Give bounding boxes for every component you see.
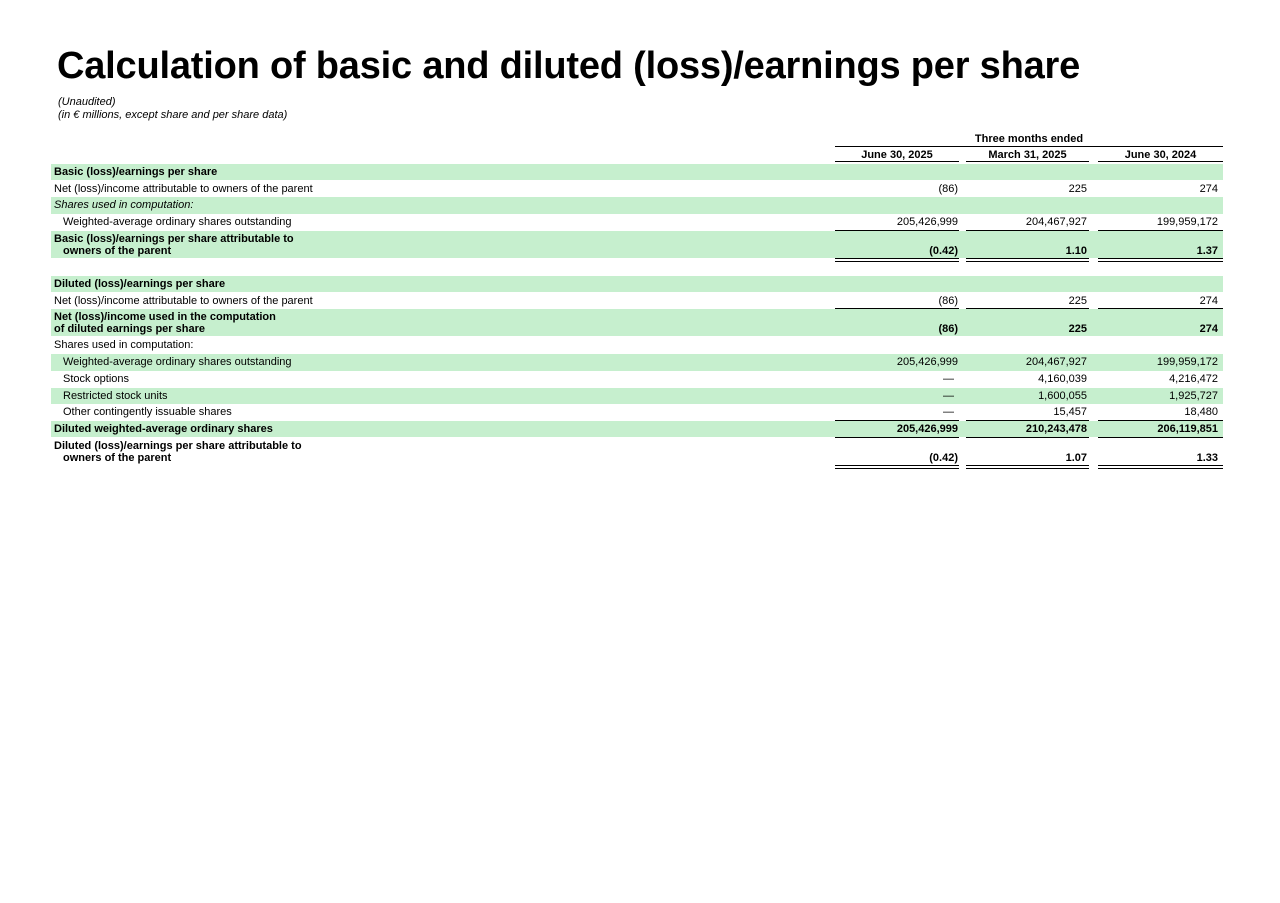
row-label-line2: owners of the parent bbox=[63, 452, 172, 464]
value-march-2025: 204,467,927 bbox=[1025, 356, 1087, 368]
value-march-2025: 210,243,478 bbox=[1025, 423, 1087, 435]
row-label: Weighted-average ordinary shares outstanding bbox=[63, 356, 292, 368]
diluted-weighted-total-row bbox=[51, 421, 1223, 437]
row-label: Stock options bbox=[63, 373, 130, 385]
value-june-2025: (86) bbox=[938, 323, 958, 335]
row-label: Restricted stock units bbox=[63, 390, 168, 402]
column-header-june-2024: June 30, 2024 bbox=[1098, 148, 1223, 162]
value-june-2025: (86) bbox=[938, 183, 958, 195]
value-june-2024: 1.33 bbox=[1196, 452, 1218, 464]
basic-shares-header-row bbox=[51, 197, 1223, 214]
row-label bbox=[54, 233, 294, 257]
value-june-2024: 4,216,472 bbox=[1169, 373, 1218, 385]
row-label: Net (loss)/income attributable to owners of the parent bbox=[54, 183, 313, 195]
basic-section-label: Basic (loss)/earnings per share bbox=[54, 166, 218, 178]
total-double-rule bbox=[966, 258, 1089, 262]
diluted-eps-row bbox=[51, 438, 1223, 465]
total-double-rule bbox=[835, 258, 959, 262]
total-double-rule bbox=[966, 465, 1089, 469]
diluted-section-header bbox=[51, 276, 1223, 292]
value-june-2024: 199,959,172 bbox=[1156, 356, 1218, 368]
value-march-2025: 225 bbox=[1068, 295, 1087, 307]
diluted-stock-options-row bbox=[51, 371, 1223, 388]
shares-label: Shares used in computation: bbox=[54, 339, 194, 351]
row-label-line1: Diluted (loss)/earnings per share attributable to bbox=[54, 440, 302, 452]
total-double-rule bbox=[1098, 465, 1223, 469]
value-june-2025: 205,426,999 bbox=[896, 356, 958, 368]
diluted-net-income-row bbox=[51, 292, 1223, 309]
value-june-2025: (0.42) bbox=[929, 452, 958, 464]
row-label-line1: Net (loss)/income used in the computation bbox=[54, 311, 276, 323]
value-june-2024: 274 bbox=[1199, 183, 1218, 195]
row-label-line2: owners of the parent bbox=[63, 245, 172, 257]
units-note: (in € millions, except share and per share data) bbox=[58, 109, 288, 121]
basic-eps-row bbox=[51, 231, 1223, 258]
row-label-line2: of diluted earnings per share bbox=[54, 323, 205, 335]
row-label-line1: Basic (loss)/earnings per share attributable to bbox=[54, 233, 294, 245]
row-label: Net (loss)/income attributable to owners of the parent bbox=[54, 295, 313, 307]
diluted-weighted-row bbox=[51, 354, 1223, 371]
value-march-2025: 225 bbox=[1068, 183, 1087, 195]
value-march-2025: 15,457 bbox=[1053, 406, 1087, 418]
value-june-2025: 205,426,999 bbox=[896, 216, 958, 228]
period-group-rule bbox=[835, 146, 1223, 147]
row-label: Diluted weighted-average ordinary shares bbox=[54, 423, 273, 435]
column-header-march-2025: March 31, 2025 bbox=[966, 148, 1089, 162]
diluted-net-income-used-row bbox=[51, 309, 1223, 336]
value-june-2024: 1,925,727 bbox=[1169, 390, 1218, 402]
value-june-2024: 206,119,851 bbox=[1157, 423, 1218, 435]
diluted-section-label: Diluted (loss)/earnings per share bbox=[54, 278, 226, 290]
value-june-2024: 274 bbox=[1199, 323, 1218, 335]
unaudited-note: (Unaudited) bbox=[58, 96, 116, 108]
row-label: Weighted-average ordinary shares outstanding bbox=[63, 216, 292, 228]
period-group-header: Three months ended bbox=[974, 133, 1084, 145]
basic-net-income-row bbox=[51, 180, 1223, 197]
value-june-2025: — bbox=[943, 373, 954, 385]
value-june-2025: — bbox=[943, 390, 954, 402]
value-march-2025: 4,160,039 bbox=[1038, 373, 1087, 385]
column-header-june-2025: June 30, 2025 bbox=[835, 148, 959, 162]
diluted-other-row bbox=[51, 404, 1223, 420]
value-june-2025: — bbox=[943, 406, 954, 418]
value-june-2024: 274 bbox=[1199, 295, 1218, 307]
value-march-2025: 204,467,927 bbox=[1025, 216, 1087, 228]
value-march-2025: 1.07 bbox=[1065, 452, 1087, 464]
value-march-2025: 1.10 bbox=[1065, 245, 1087, 257]
row-label bbox=[54, 440, 302, 464]
value-june-2025: 205,426,999 bbox=[896, 423, 958, 435]
diluted-shares-header-row bbox=[51, 337, 1223, 354]
row-label: Other contingently issuable shares bbox=[63, 406, 232, 418]
shares-label: Shares used in computation: bbox=[54, 199, 194, 211]
basic-section-header bbox=[51, 164, 1223, 180]
diluted-rsu-row bbox=[51, 388, 1223, 404]
basic-weighted-row bbox=[51, 214, 1223, 230]
value-june-2025: (86) bbox=[938, 295, 958, 307]
value-march-2025: 1,600,055 bbox=[1038, 390, 1087, 402]
value-march-2025: 225 bbox=[1068, 323, 1087, 335]
total-double-rule bbox=[1098, 258, 1223, 262]
value-june-2024: 18,480 bbox=[1184, 406, 1218, 418]
total-double-rule bbox=[835, 465, 959, 469]
value-june-2024: 1.37 bbox=[1196, 245, 1218, 257]
page-title: Calculation of basic and diluted (loss)/earnings per share bbox=[57, 45, 1081, 87]
value-june-2024: 199,959,172 bbox=[1156, 216, 1218, 228]
value-june-2025: (0.42) bbox=[929, 245, 958, 257]
row-label bbox=[54, 311, 276, 335]
